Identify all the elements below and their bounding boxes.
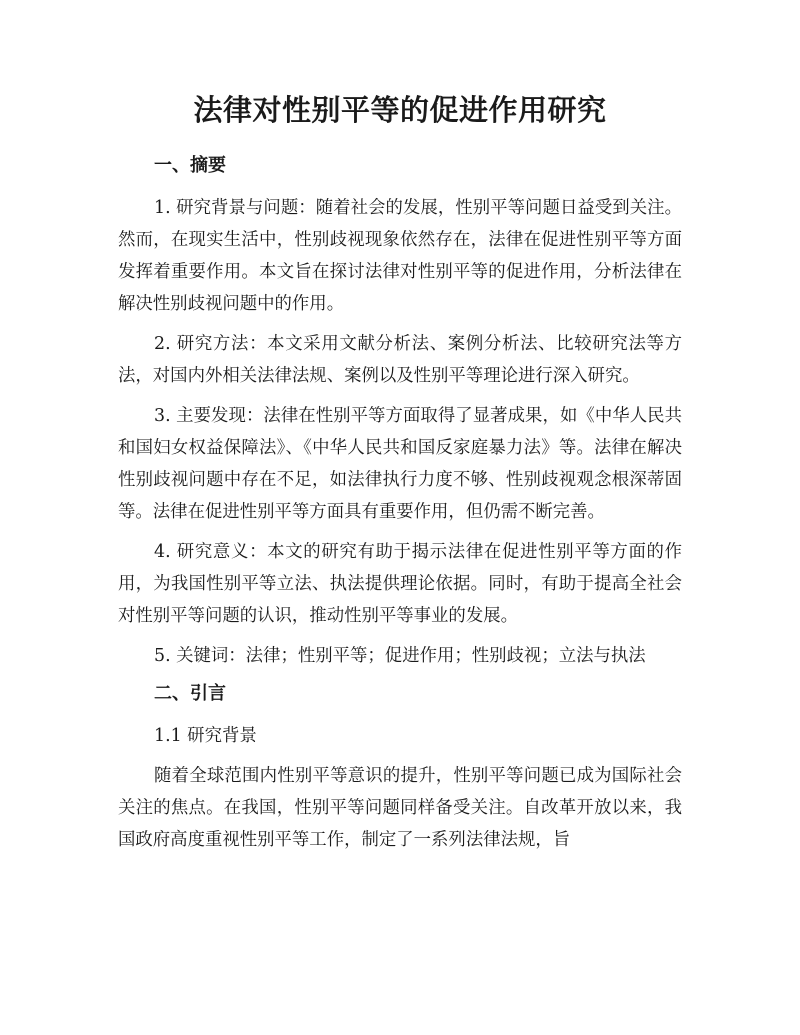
abstract-paragraph-background: 1. 研究背景与问题：随着社会的发展，性别平等问题日益受到关注。然而，在现实生活中，性别歧视现象依然存在，法律在促进性别平等方面发挥着重要作用。本文旨在探讨法律对性别平等的促进作用，分析法律在解决性别歧视问题中的作用。	[118, 198, 682, 314]
introduction-paragraph: 随着全球范围内性别平等意识的提升，性别平等问题已成为国际社会关注的焦点。在我国，性别平等问题同样备受关注。自改革开放以来，我国政府高度重视性别平等工作，制定了一系列法律法规，旨	[118, 766, 682, 850]
introduction-section	[118, 680, 682, 856]
abstract-paragraph-methods: 2. 研究方法：本文采用文献分析法、案例分析法、比较研究法等方法，对国内外相关法律法规、案例以及性别平等理论进行深入研究。	[118, 334, 682, 386]
abstract-section	[118, 152, 682, 672]
document-title: 法律对性别平等的促进作用研究	[193, 93, 607, 127]
abstract-paragraph-keywords: 5. 关键词：法律；性别平等；促进作用；性别歧视；立法与执法	[154, 646, 646, 666]
introduction-heading: 二、引言	[154, 683, 226, 704]
research-background-subheading: 1.1 研究背景	[154, 726, 257, 746]
abstract-paragraph-findings: 3. 主要发现：法律在性别平等方面取得了显著成果，如《中华人民共和国妇女权益保障法》、《中华人民共和国反家庭暴力法》等。法律在解决性别歧视问题中存在不足，如法律执行力度不够、性别歧视观念根深蒂固等。法律在促进性别平等方面具有重要作用，但仍需不断完善。	[118, 406, 682, 522]
abstract-paragraph-significance: 4. 研究意义：本文的研究有助于揭示法律在促进性别平等方面的作用，为我国性别平等立法、执法提供理论依据。同时，有助于提高全社会对性别平等问题的认识，推动性别平等事业的发展。	[118, 542, 682, 626]
abstract-heading: 一、摘要	[154, 155, 226, 176]
